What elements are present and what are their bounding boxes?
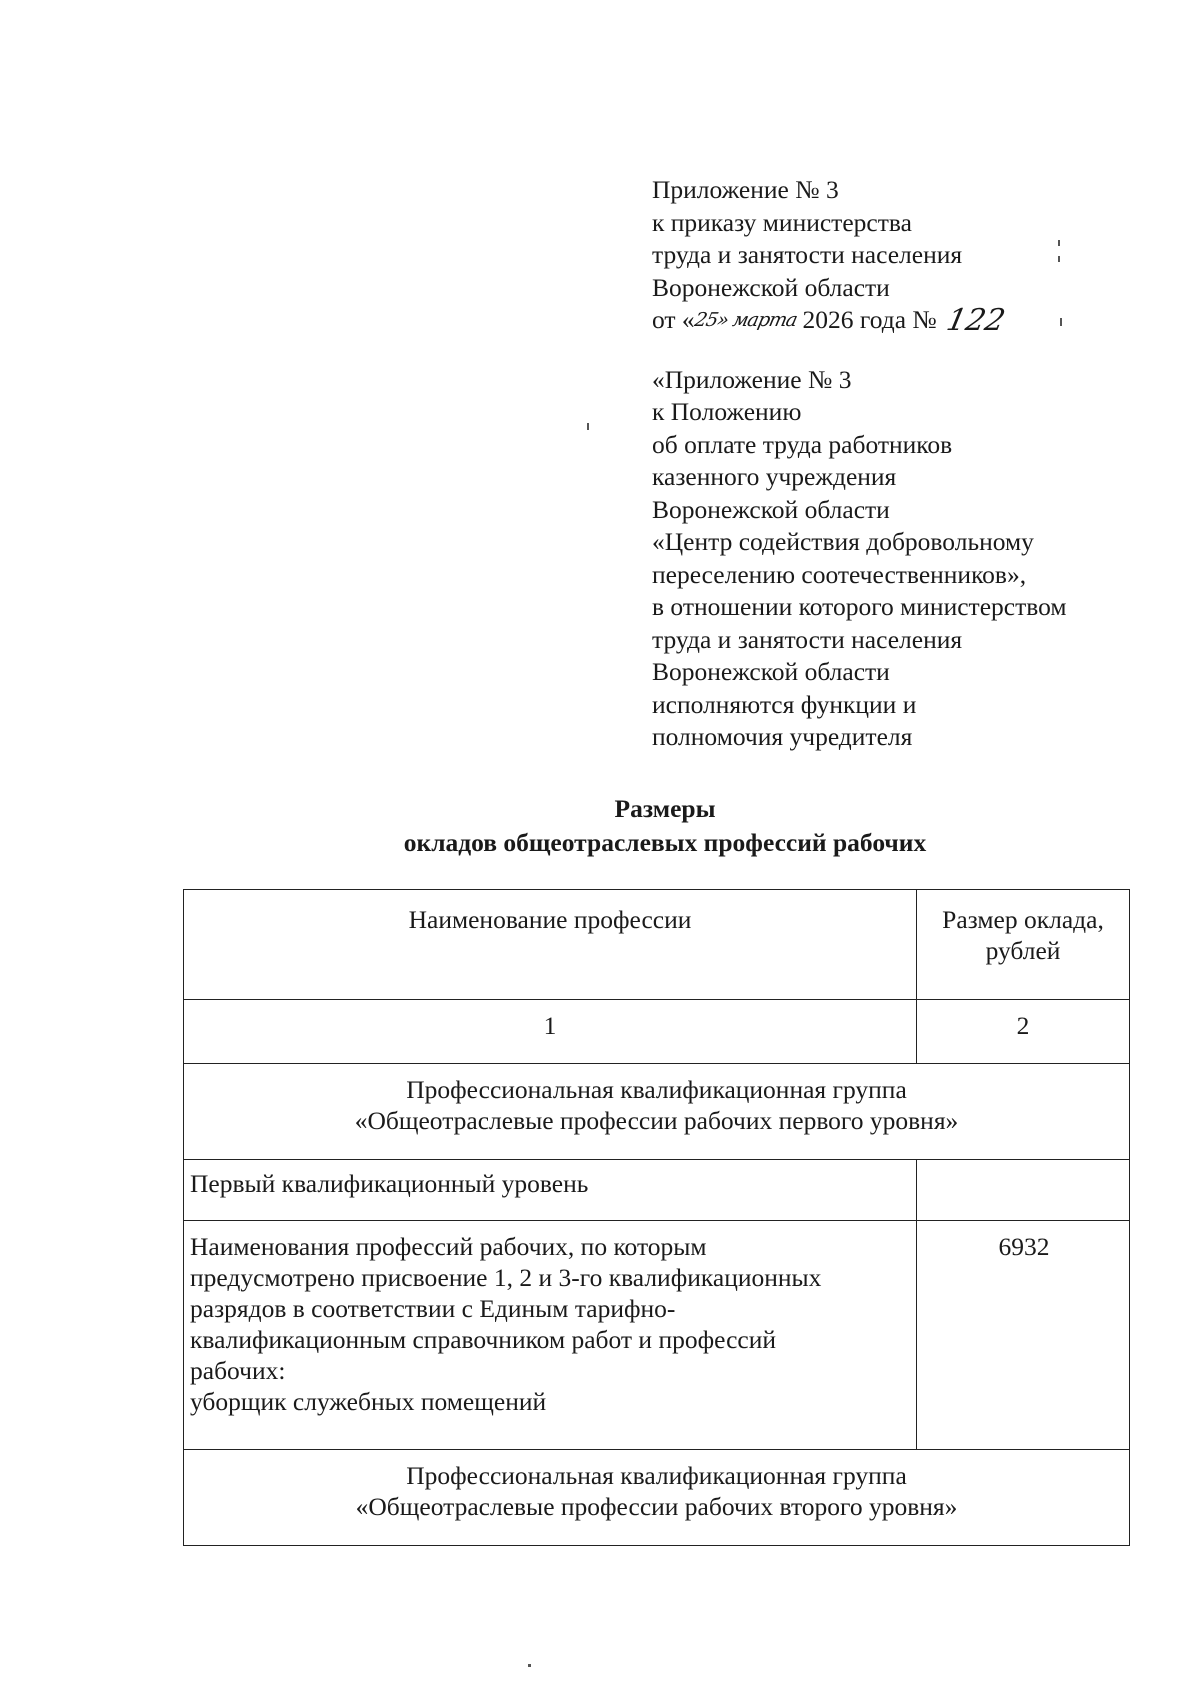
title-line-1: Размеры: [614, 794, 716, 823]
profession-row: [184, 1221, 1130, 1450]
group-line: Профессиональная квалификационная группа: [406, 1461, 907, 1490]
regulation-line: переселению соотечественников»,: [652, 559, 1027, 589]
regulation-line: к Положению: [652, 397, 802, 426]
appendix-line: к приказу министерства: [652, 207, 912, 237]
regulation-line: Воронежской области: [652, 657, 890, 686]
description-line: предусмотрено присвоение 1, 2 и 3-го квалификационных: [190, 1263, 822, 1292]
group-row: [184, 1450, 1130, 1546]
regulation-line: труда и занятости населения: [652, 624, 963, 654]
header-salary-cell: [917, 890, 1130, 1000]
appendix-line: Воронежской области: [652, 272, 890, 302]
title-line-2: окладов общеотраслевых профессий рабочих: [403, 828, 927, 857]
group-line: «Общеотраслевые профессии рабочих второго уровня»: [355, 1492, 958, 1521]
document-title: [0, 792, 1200, 860]
column-number-cell: 1: [184, 1000, 917, 1064]
scan-speck: [528, 1664, 531, 1667]
order-date-line: [652, 304, 1067, 338]
date-prefix: от «: [652, 305, 695, 334]
regulation-line: казенного учреждения: [652, 462, 897, 491]
scan-speck: [587, 423, 589, 430]
description-line: квалификационным справочником работ и профессий: [190, 1325, 777, 1354]
handwritten-date: 25» марта: [692, 309, 799, 331]
regulation-line: «Центр содействия добровольному: [652, 527, 1034, 556]
group-cell: [184, 1064, 1130, 1160]
appendix-line: Приложение № 3: [652, 175, 839, 204]
group-cell: [184, 1450, 1130, 1546]
header-salary-line: рублей: [985, 936, 1061, 965]
level-cell: Первый квалификационный уровень: [184, 1160, 917, 1221]
description-line: рабочих:: [190, 1356, 286, 1385]
appendix-line: труда и занятости населения: [652, 240, 963, 269]
table-header-row: [184, 890, 1130, 1000]
level-row: [184, 1160, 1130, 1221]
salary-value-cell: 6932: [917, 1221, 1130, 1450]
regulation-line: «Приложение № 3: [652, 364, 852, 394]
group-line: «Общеотраслевые профессии рабочих первого уровня»: [354, 1106, 959, 1135]
description-line: уборщик служебных помещений: [190, 1387, 547, 1416]
column-number-cell: 2: [917, 1000, 1130, 1064]
description-line: разрядов в соответствии с Единым тарифно-: [190, 1294, 676, 1323]
regulation-line: полномочия учредителя: [652, 722, 913, 751]
regulation-appendix-block: [652, 364, 1067, 754]
column-number-row: [184, 1000, 1130, 1064]
salary-table: [183, 889, 1130, 1546]
regulation-line: об оплате труда работников: [652, 429, 953, 459]
regulation-line: исполняются функции и: [652, 689, 917, 719]
group-row: [184, 1064, 1130, 1160]
empty-salary-cell: [917, 1160, 1130, 1221]
profession-description-cell: [184, 1221, 917, 1450]
regulation-line: Воронежской области: [652, 494, 890, 524]
date-suffix: 2026 года №: [796, 305, 944, 334]
header-salary-line: Размер оклада,: [942, 905, 1104, 934]
handwritten-order-number: 122: [943, 303, 1009, 338]
description-line: Наименования профессий рабочих, по которым: [190, 1232, 707, 1261]
group-line: Профессиональная квалификационная группа: [406, 1075, 907, 1104]
header-profession-cell: Наименование профессии: [184, 890, 917, 1000]
regulation-line: в отношении которого министерством: [652, 592, 1067, 621]
appendix-block: [652, 174, 1067, 754]
